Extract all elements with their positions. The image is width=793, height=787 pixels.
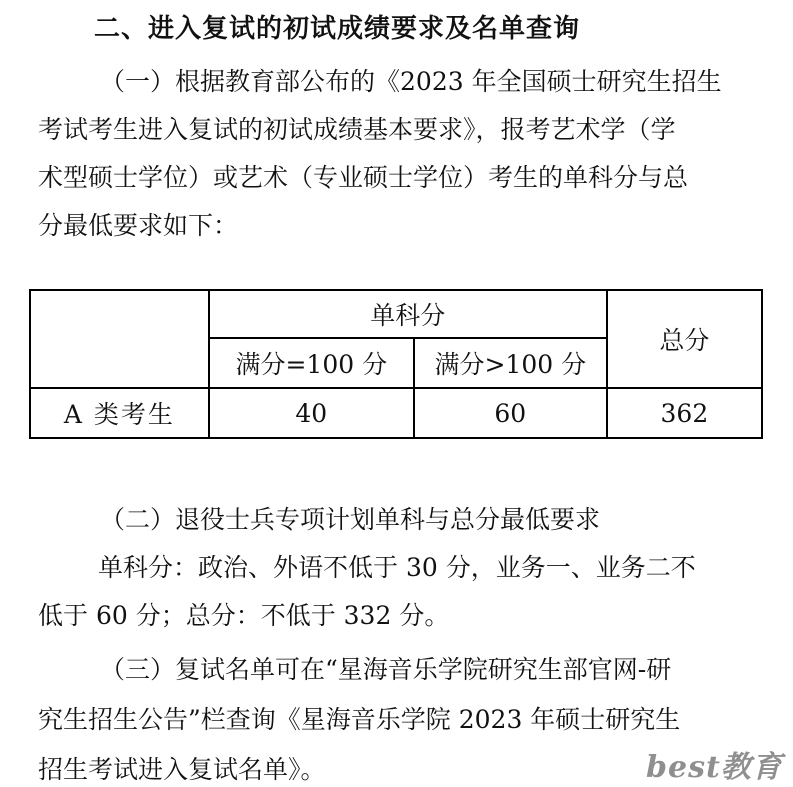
paragraph-line: 单科分：政治、外语不低于 30 分，业务一、业务二不	[98, 553, 696, 582]
table-empty-corner-cell	[30, 290, 209, 388]
score-requirements-table	[29, 289, 763, 439]
paragraph-line: 低于 60 分；总分：不低于 332 分。	[38, 601, 450, 630]
cell-over-100-score: 60	[414, 388, 607, 438]
watermark: best教育	[646, 750, 783, 785]
table-header-row	[30, 290, 762, 338]
paragraph-line: （二）退役士兵专项计划单科与总分最低要求	[100, 505, 601, 534]
header-total-score: 总分	[607, 290, 762, 388]
paragraph-line: 究生招生公告”栏查询《星海音乐学院 2023 年硕士研究生	[38, 705, 681, 734]
paragraph-line: 考试考生进入复试的初试成绩基本要求》，报考艺术学（学	[38, 115, 676, 144]
paragraph-line: （三）复试名单可在“星海音乐学院研究生部官网-研	[100, 655, 672, 684]
cell-total-score: 362	[607, 388, 762, 438]
paragraph-line: 术型硕士学位）或艺术（专业硕士学位）考生的单科分与总	[38, 163, 689, 192]
cell-full-100-score: 40	[209, 388, 414, 438]
table-row	[30, 388, 762, 438]
paragraph-line: 分最低要求如下：	[38, 211, 239, 240]
header-single-subject: 单科分	[209, 290, 607, 338]
subheader-over-100: 满分>100 分	[414, 338, 607, 388]
section-heading: 二、进入复试的初试成绩要求及名单查询	[94, 14, 581, 44]
paragraph-line: （一）根据教育部公布的《2023 年全国硕士研究生招生	[100, 67, 722, 96]
paragraph-line: 招生考试进入复试名单》。	[38, 755, 326, 784]
row-label-a-class: A 类考生	[30, 388, 209, 438]
subheader-full-100: 满分=100 分	[209, 338, 414, 388]
